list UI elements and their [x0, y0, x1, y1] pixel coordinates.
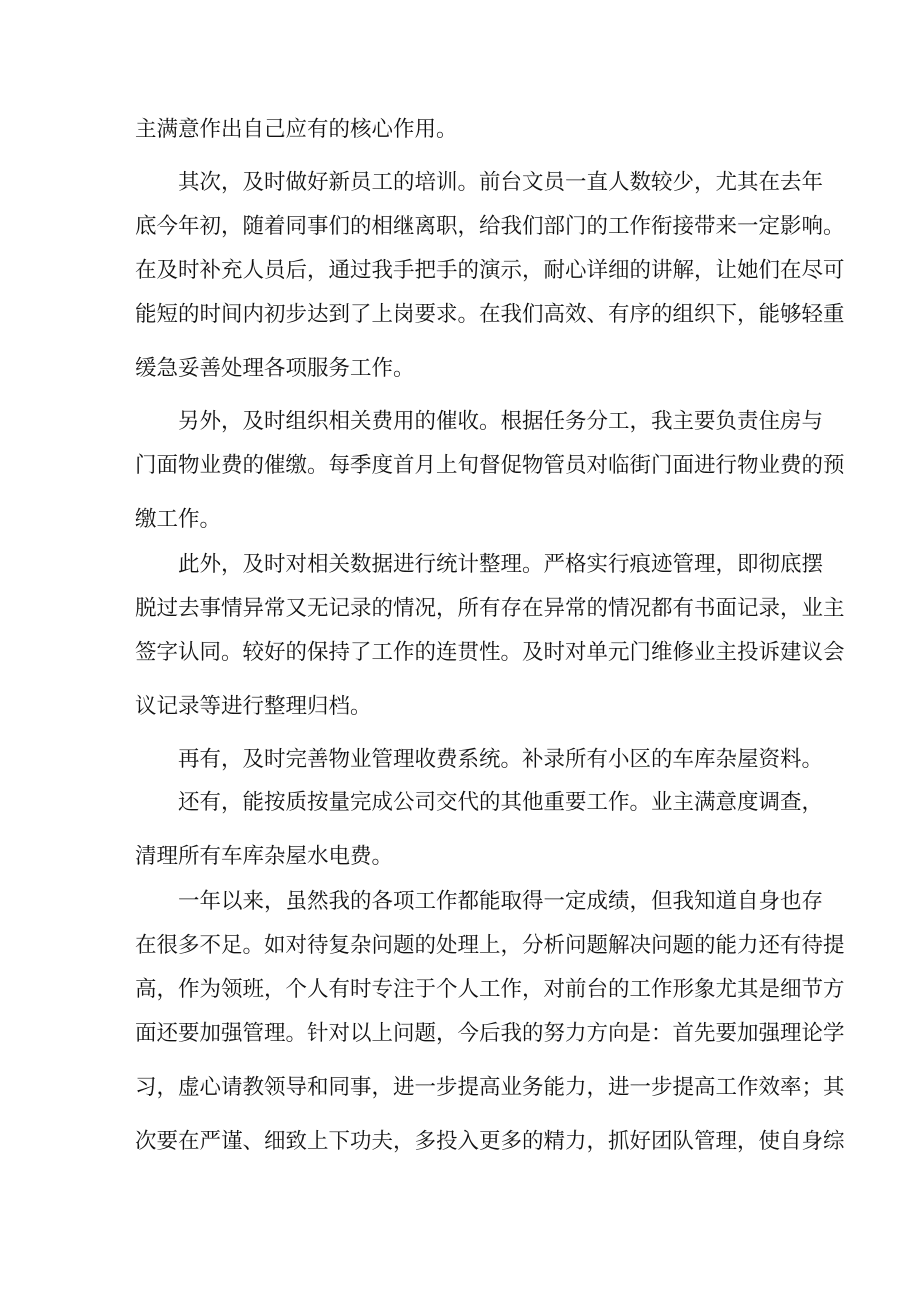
- paragraph-first-line: 此外，及时对相关数据进行统计整理。严格实行痕迹管理，即彻底摆: [178, 552, 824, 577]
- text-line: 议记录等进行整理归档。: [135, 694, 372, 719]
- paragraph-first-line: 一年以来，虽然我的各项工作都能取得一定成绩，但我知道自身也存: [178, 889, 824, 914]
- text-line: 面还要加强管理。针对以上问题，今后我的努力方向是：首先要加强理论学: [135, 1021, 845, 1046]
- text-line: 门面物业费的催缴。每季度首月上旬督促物管员对临街门面进行物业费的预: [135, 453, 845, 478]
- paragraph-first-line: 再有，及时完善物业管理收费系统。补录所有小区的车库杂屋资料。: [178, 747, 824, 772]
- text-line: 清理所有车库杂屋水电费。: [135, 844, 394, 869]
- text-line: 习，虚心请教领导和同事，进一步提高业务能力，进一步提高工作效率；其: [135, 1075, 845, 1100]
- text-line: 主满意作出自己应有的核心作用。: [135, 117, 458, 142]
- text-line: 底今年初，随着同事们的相继离职，给我们部门的工作衔接带来一定影响。: [135, 214, 845, 239]
- text-line: 在及时补充人员后，通过我手把手的演示，耐心详细的讲解，让她们在尽可: [135, 258, 845, 283]
- text-line: 在很多不足。如对待复杂问题的处理上，分析问题解决问题的能力还有待提: [135, 933, 845, 958]
- paragraph-first-line: 还有，能按质按量完成公司交代的其他重要工作。业主满意度调查，: [178, 790, 824, 815]
- text-line: 高，作为领班，个人有时专注于个人工作，对前台的工作形象尤其是细节方: [135, 977, 845, 1002]
- text-line: 缓急妥善处理各项服务工作。: [135, 356, 415, 381]
- text-line: 签字认同。较好的保持了工作的连贯性。及时对单元门维修业主投诉建议会: [135, 640, 845, 665]
- paragraph-first-line: 其次，及时做好新员工的培训。前台文员一直人数较少，尤其在去年: [178, 170, 824, 195]
- paragraph-first-line: 另外，及时组织相关费用的催收。根据任务分工，我主要负责住房与: [178, 409, 824, 434]
- text-line: 脱过去事情异常又无记录的情况，所有存在异常的情况都有书面记录，业主: [135, 596, 845, 621]
- text-line: 缴工作。: [135, 507, 222, 532]
- text-line: 次要在严谨、细致上下功夫，多投入更多的精力，抓好团队管理，使自身综: [135, 1129, 845, 1154]
- text-line: 能短的时间内初步达到了上岗要求。在我们高效、有序的组织下，能够轻重: [135, 302, 845, 327]
